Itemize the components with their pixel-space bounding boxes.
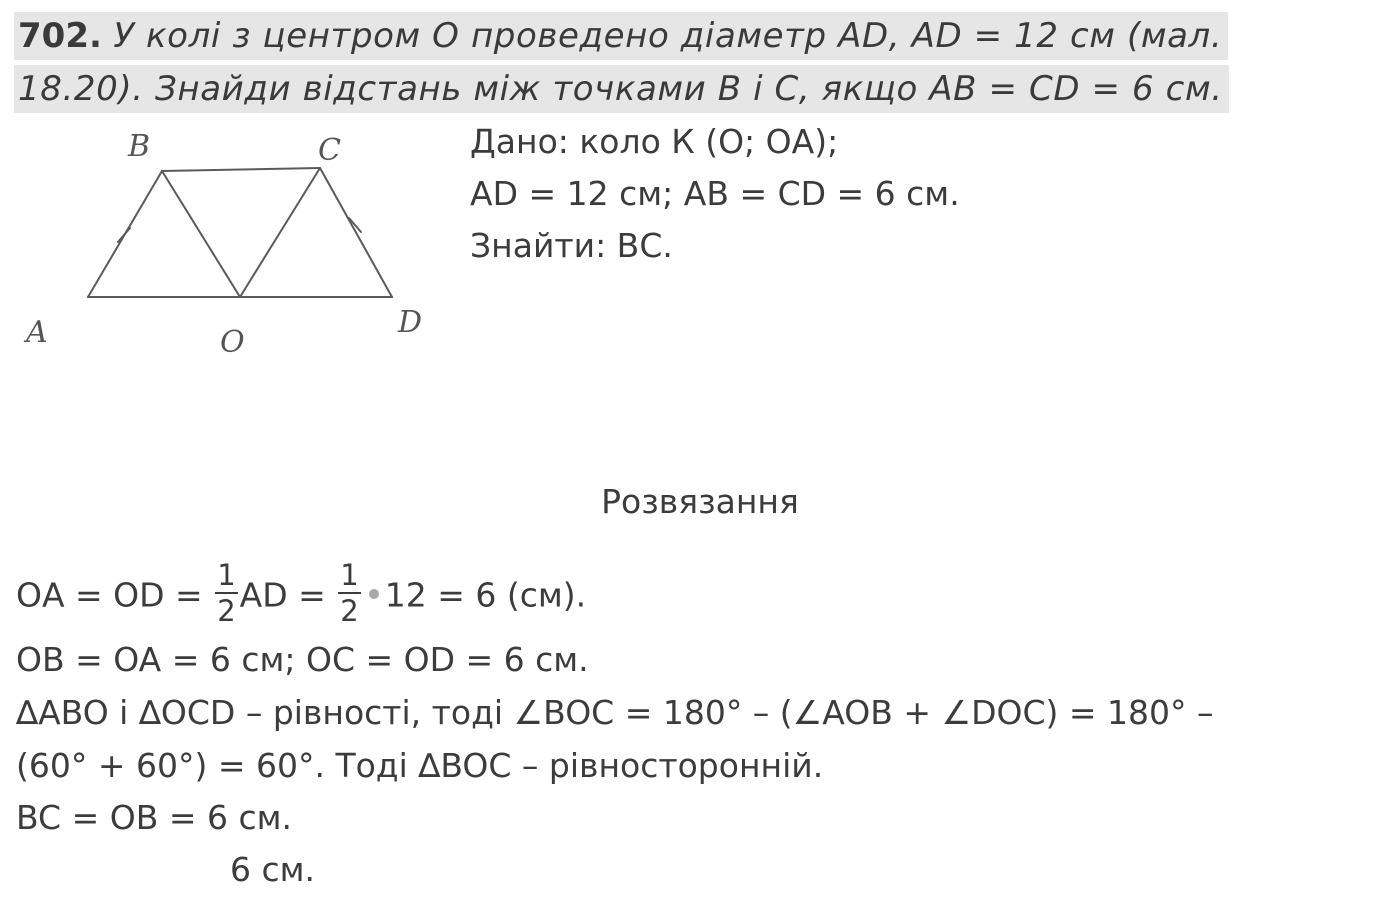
problem-text-1: У колі з центром О проведено діаметр AD, AD = 12 см (мал. — [113, 16, 1223, 56]
given-line-2: AD = 12 см; АВ = CD = 6 см. — [470, 174, 960, 213]
figure-svg — [0, 110, 460, 380]
solution-line-1-right: 12 = 6 (см). — [384, 575, 587, 615]
fraction-1-numerator: 1 — [217, 558, 236, 592]
given-line-1: Дано: коло К (О; ОА); — [470, 122, 839, 161]
solution-line-2: OB = OA = 6 см; ОС = OD = 6 см. — [16, 640, 589, 679]
label-d: D — [398, 305, 423, 340]
problem-line-1 — [14, 12, 1228, 60]
segment-bc — [162, 168, 320, 171]
geometry-figure — [0, 110, 460, 380]
solution-line-1-mid: AD = — [239, 575, 337, 615]
solution-line-1-left: ОА = OD = — [16, 575, 214, 615]
segment-bo — [162, 171, 240, 297]
fraction-1-denominator: 2 — [217, 594, 236, 628]
label-c: C — [318, 133, 341, 168]
segment-cd — [320, 168, 392, 297]
fraction-2-denominator: 2 — [340, 594, 359, 628]
fraction-2-numerator: 1 — [340, 558, 359, 592]
label-o: O — [220, 325, 245, 360]
fraction-1 — [215, 558, 237, 628]
solution-title: Розвязання — [601, 482, 799, 521]
problem-line-2 — [14, 65, 1229, 113]
multiplication-dot-icon — [369, 589, 379, 599]
solution-line-1 — [16, 558, 587, 632]
label-a: A — [26, 315, 48, 350]
given-block — [470, 116, 960, 272]
problem-text-2: 18.20). Знайди відстань між точками В і С, якщо AB = CD = 6 см. — [18, 69, 1223, 109]
given-line-3: Знайти: ВС. — [470, 226, 673, 265]
fraction-2 — [338, 558, 360, 628]
problem-statement — [14, 12, 1294, 118]
solution-line-5: BC = OB = 6 см. — [16, 798, 292, 837]
tick-mark-ab — [118, 228, 130, 242]
label-b: B — [128, 129, 151, 164]
solution-line-3: ∆ABO і ∆OCD – рівності, тоді ∠BOC = 180° – (∠AOB + ∠DOC) = 180° – — [16, 693, 1214, 732]
segment-oc — [240, 168, 320, 297]
solution-line-4: (60° + 60°) = 60°. Тоді ∆BOC – рівносторонній. — [16, 746, 824, 785]
answer: 6 см. — [230, 850, 316, 889]
problem-number: 702. — [18, 16, 102, 56]
